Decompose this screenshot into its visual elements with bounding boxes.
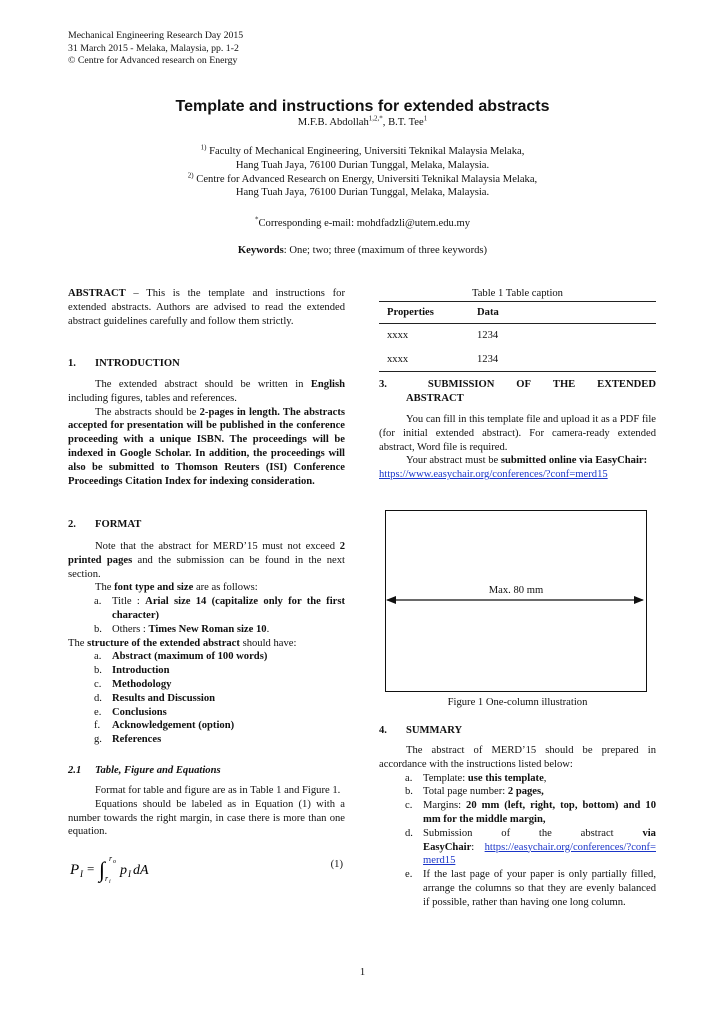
svg-text:I: I <box>80 869 83 879</box>
svg-text:r: r <box>109 854 113 863</box>
abstract-text: – This is the template and instructions for extended abstracts. Authors are advised to read the extended abstract guidelines carefully and follow them strictly. <box>68 288 345 327</box>
affiliation-1-address: Hang Tuah Jaya, 76100 Durian Tunggal, Melaka, Malaysia. <box>235 159 490 171</box>
list-item: b. Others : Times New Roman size 10. <box>94 623 270 635</box>
affiliations <box>0 145 725 200</box>
svg-text:=: = <box>87 861 95 876</box>
abstract-paragraph <box>68 287 345 328</box>
font-list <box>68 595 345 636</box>
submission-paragraph-1: You can fill in this template file and upload it as a PDF file (for initial extended abstract). For camera-ready extended abstract, Word file is required. <box>379 414 656 453</box>
list-item: e. Conclusions <box>94 706 167 718</box>
figure-caption: Figure 1 One-column illustration <box>447 697 588 708</box>
format-paragraph-1: Note that the abstract for MERD’15 must not exceed 2 printed pages and the submission can be found in the next section. <box>68 541 345 580</box>
sub21-paragraph-1: Format for table and figure are as in Table 1 and Figure 1. <box>95 785 341 796</box>
svg-text:dA: dA <box>133 863 149 878</box>
svg-text:o: o <box>113 859 116 865</box>
subsection-body <box>68 784 345 839</box>
section-heading-summary: 4. SUMMARY <box>379 725 463 736</box>
figure-1-frame <box>385 510 647 692</box>
keywords-label: Keywords <box>237 245 284 256</box>
list-item: e. If the last page of your paper is only partially filled, arrange the columns so that they are evenly balanced if possible, rather than having one long column. <box>405 869 656 908</box>
intro-paragraph-2: The abstracts should be 2-pages in length. The abstracts accepted for presentation will be published in the conference proceeding with a unique ISBN. The proceedings will be indexed in Google Scholar. In addition, the proceedings will also be submitted to Thomson Reuters (ISI) Conference Proceedings Citation Index for indexing consideration. <box>68 406 345 487</box>
format-paragraph-2: The font type and size are as follows: <box>95 582 258 594</box>
author-1: M.F.B. Abdollah <box>297 117 369 128</box>
structure-list <box>68 650 345 747</box>
equation-1 <box>68 852 345 884</box>
summary-body <box>379 744 656 910</box>
section-heading-introduction: 1. INTRODUCTION <box>68 358 180 369</box>
abstract-label: ABSTRACT <box>68 288 126 299</box>
table-caption: Table 1 Table caption <box>472 288 563 299</box>
svg-text:i: i <box>109 879 111 884</box>
corresponding-email: *Corresponding e-mail: mohdfadzli@utem.edu.my <box>254 215 471 229</box>
submission-body <box>379 413 656 482</box>
list-item: d. Results and Discussion <box>94 692 216 704</box>
equation-formula <box>68 852 208 884</box>
list-item: f. Acknowledgement (option) <box>94 720 235 732</box>
summary-list <box>379 772 656 910</box>
format-body <box>68 540 345 747</box>
svg-text:I: I <box>128 869 131 879</box>
list-item: a. Abstract (maximum of 100 words) <box>94 651 268 663</box>
header-line-3: © Centre for Advanced research on Energy <box>68 55 238 66</box>
figure-label: Max. 80 mm <box>488 585 544 596</box>
easychair-link[interactable]: https://www.easychair.org/conferences/?conf=merd15 <box>379 469 608 481</box>
affiliation-2-address: Hang Tuah Jaya, 76100 Durian Tunggal, Melaka, Malaysia. <box>235 187 490 199</box>
list-item: g. References <box>94 734 162 746</box>
subsection-heading-tables: 2.1 Table, Figure and Equations <box>68 765 221 776</box>
author-sep: , <box>382 117 389 128</box>
author-1-affil: 1,2,* <box>368 114 383 123</box>
svg-text:P: P <box>70 862 80 878</box>
author-2: B.T. Tee <box>388 117 424 128</box>
section-heading-submission: 3. SUBMISSION OF THE EXTENDED ABSTRACT <box>379 379 656 404</box>
format-paragraph-3: The structure of the extended abstract should have: <box>68 637 297 649</box>
svg-text:p: p <box>120 863 127 878</box>
table-row: xxxx 1234 <box>379 348 656 372</box>
list-item: d. Submission of the abstract via EasyChair: https://easychair.org/conferences/?conf=merd15 <box>405 827 656 867</box>
list-item: b. Total page number: 2 pages, <box>405 786 544 798</box>
list-item: a. Template: use this template, <box>405 772 547 784</box>
page-number: 1 <box>359 967 366 978</box>
section-heading-format: 2. FORMAT <box>68 519 142 530</box>
affiliation-2: $^{2)}$ Centre for Advanced Research on Energy, Universiti Teknikal Malaysia Melaka, <box>187 171 538 185</box>
list-item: c. Methodology <box>94 678 172 690</box>
svg-text:r: r <box>105 874 109 883</box>
table-header-data: Data <box>477 307 499 318</box>
equation-number: (1) <box>330 859 343 870</box>
summary-paragraph: The abstract of MERD’15 should be prepared in accordance with the instructions listed below: <box>379 745 656 770</box>
table-1 <box>379 301 656 372</box>
intro-paragraph-1: The extended abstract should be written in English including figures, tables and references. <box>68 379 345 404</box>
list-item: b. Introduction <box>94 665 170 677</box>
easychair-link-2[interactable]: https://easychair.org/conferences/?conf=merd15 <box>423 841 656 867</box>
conference-header <box>68 30 368 68</box>
sub21-paragraph-2: Equations should be labeled as in Equation (1) with a number towards the right margin, in case there is more than one equation. <box>68 798 345 838</box>
svg-text:∫: ∫ <box>99 857 106 882</box>
author-2-affil: 1 <box>423 114 428 123</box>
affiliation-1: $^{1)}$ Faculty of Mechanical Engineering, Universiti Teknikal Malaysia Melaka, <box>200 143 525 157</box>
list-item: a. Title : Arial size 14 (capitalize only for the first character) <box>94 596 346 621</box>
paper-title: Template and instructions for extended abstracts <box>175 98 550 115</box>
keywords-text: : One; two; three (maximum of three keywords) <box>283 245 488 256</box>
header-line-2: 31 March 2015 - Melaka, Malaysia, pp. 1-2 <box>68 42 239 54</box>
list-item: c. Margins: 20 mm (left, right, top, bottom) and 10 mm for the middle margin, <box>405 800 656 825</box>
introduction-body <box>68 378 345 488</box>
keywords <box>0 244 725 258</box>
author-line <box>0 116 725 130</box>
double-arrow-icon <box>385 593 647 607</box>
table-header-properties: Properties <box>387 307 434 318</box>
header-line-1: Mechanical Engineering Research Day 2015 <box>68 30 244 41</box>
table-row: xxxx 1234 <box>387 329 499 341</box>
submission-paragraph-2: Your abstract must be submitted online via EasyChair: <box>406 455 648 467</box>
